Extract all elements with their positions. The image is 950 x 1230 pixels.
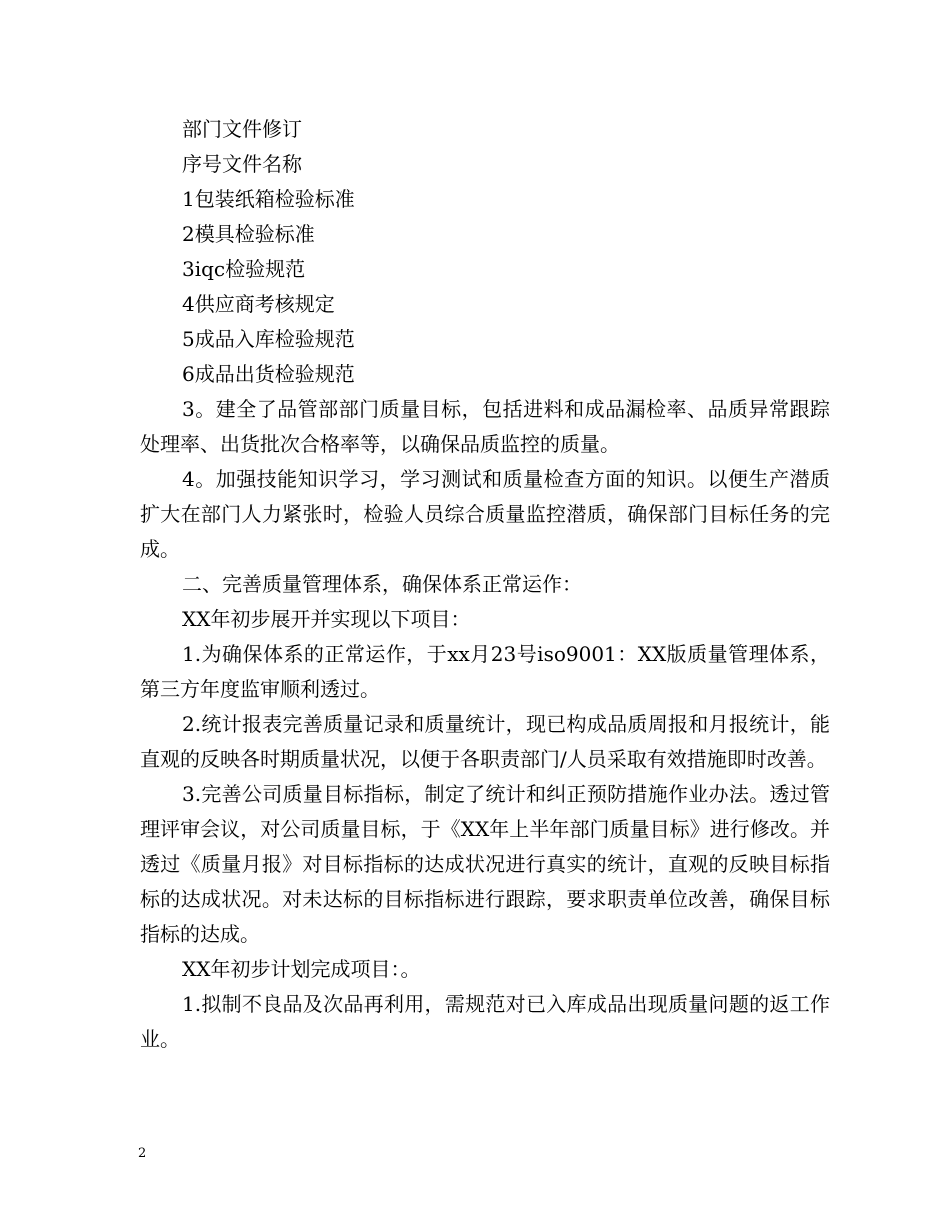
list-item: 6成品出货检验规范	[182, 362, 355, 386]
paragraph: 1.拟制不良品及次品再利用，需规范对已入库成品出现质量问题的返工作业。	[140, 992, 830, 1051]
section-heading: 二、完善质量管理体系，确保体系正常运作：	[182, 572, 582, 596]
paragraph: 2.统计报表完善质量记录和质量统计，现已构成品质周报和月报统计，能直观的反映各时期质量状况，以便于各职责部门/人员采取有效措施即时改善。	[140, 712, 830, 771]
paragraph: 4。加强技能知识学习，学习测试和质量检查方面的知识。以便生产潜质扩大在部门人力紧张时，检验人员综合质量监控潜质，确保部门目标任务的完成。	[140, 467, 830, 561]
list-item: 5成品入库检验规范	[182, 327, 355, 351]
paragraph: 3。建全了品管部部门质量目标，包括进料和成品漏检率、品质异常跟踪处理率、出货批次合格率等，以确保品质监控的质量。	[140, 397, 830, 456]
document-body	[140, 112, 830, 1057]
paragraph: XX年初步展开并实现以下项目：	[182, 607, 471, 631]
section-heading: 部门文件修订	[182, 117, 302, 141]
paragraph: 1.为确保体系的正常运作，于xx月23号iso9001：XX版质量管理体系，第三方年度监审顺利透过。	[140, 642, 830, 701]
list-item: 2模具检验标准	[182, 222, 315, 246]
paragraph: 3.完善公司质量目标指标，制定了统计和纠正预防措施作业办法。透过管理评审会议，对公司质量目标，于《XX年上半年部门质量目标》进行修改。并透过《质量月报》对目标指标的达成状况进行真实的统计，直观的反映目标指标的达成状况。对未达标的目标指标进行跟踪，要求职责单位改善，确保目标指标的达成。	[140, 782, 830, 946]
list-item: 4供应商考核规定	[182, 292, 335, 316]
list-header: 序号文件名称	[182, 152, 302, 176]
page-number: 2	[138, 1146, 147, 1161]
list-item: 3iqc检验规范	[182, 257, 306, 281]
paragraph: XX年初步计划完成项目：。	[182, 957, 421, 981]
list-item: 1包装纸箱检验标准	[182, 187, 355, 211]
